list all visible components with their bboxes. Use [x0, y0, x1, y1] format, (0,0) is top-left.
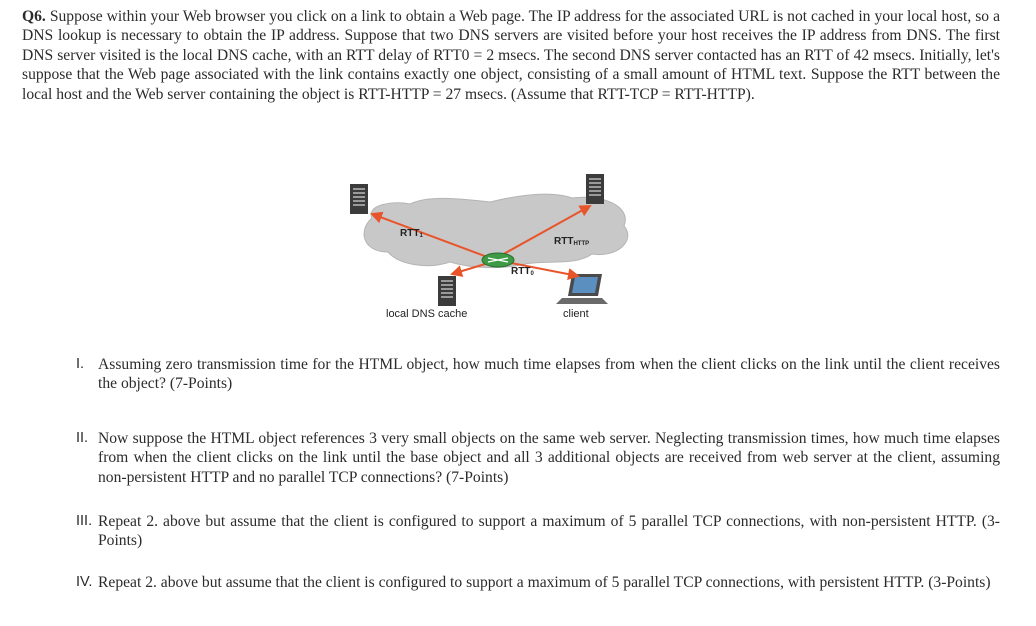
question-label: Q6.: [22, 8, 46, 25]
sub-question-list: [76, 355, 1000, 591]
client-label: client: [563, 308, 589, 320]
sub-question-1-number: I.: [76, 356, 85, 372]
sub-question-4: [76, 573, 1000, 592]
local-dns-server-icon: [438, 276, 456, 306]
sub-question-1: [76, 355, 1000, 394]
rtt-http-label: $RTT_{HTTP}$: [554, 236, 590, 247]
rtt1-label: $RTT_1$: [400, 228, 423, 239]
network-diagram-svg: [340, 170, 640, 330]
router-icon: [482, 253, 514, 267]
sub-question-2-text: Now suppose the HTML object references 3 very small objects on the same web server. Neglecting transmission times, how much time elapses from when the client clicks on the link until the base object and all 3 additional objects are received from web server at the client, assuming non-persistent HTTP and no parallel TCP connections? (7-Points): [98, 430, 1000, 486]
web-server-icon: [586, 174, 604, 204]
dns-server-1-icon: [350, 184, 368, 214]
sub-question-3: [76, 512, 1000, 551]
rtt0-label: $RTT_0$: [511, 266, 534, 277]
sub-question-4-text: Repeat 2. above but assume that the client is configured to support a maximum of 5 parallel TCP connections, with persistent HTTP. (3-Points): [98, 574, 991, 591]
sub-question-2: [76, 429, 1000, 487]
sub-question-4-number: IV.: [76, 574, 93, 590]
local-dns-cache-label: local DNS cache: [386, 308, 468, 320]
sub-question-1-text: Assuming zero transmission time for the HTML object, how much time elapses from when the client clicks on the link until the client receives the object? (7-Points): [98, 356, 1000, 393]
sub-question-3-text: Repeat 2. above but assume that the client is configured to support a maximum of 5 parallel TCP connections, with non-persistent HTTP. (3-Points): [98, 513, 1000, 550]
client-computer-icon: [556, 274, 608, 304]
sub-question-2-number: II.: [76, 430, 89, 446]
question-intro: [22, 7, 1000, 104]
network-diagram: [340, 170, 640, 330]
sub-question-3-number: III.: [76, 513, 93, 529]
question-intro-text: Suppose within your Web browser you click on a link to obtain a Web page. The IP address for the associated URL is not cached in your local host, so a DNS lookup is necessary to obtain the IP address. Suppose that two DNS servers are visited before your host receives the IP address from DNS. The first DNS server visited is the local DNS cache, with an RTT delay of RTT0 = 2 msecs. The second DNS server contacted has an RTT of 42 msecs. Initially, let's suppose that the Web page associated with the link contains exactly one object, consisting of a small amount of HTML text. Suppose the RTT between the local host and the Web server containing the object is RTT-HTTP = 27 msecs. (Assume that RTT-TCP = RTT-HTTP).: [22, 8, 1000, 103]
